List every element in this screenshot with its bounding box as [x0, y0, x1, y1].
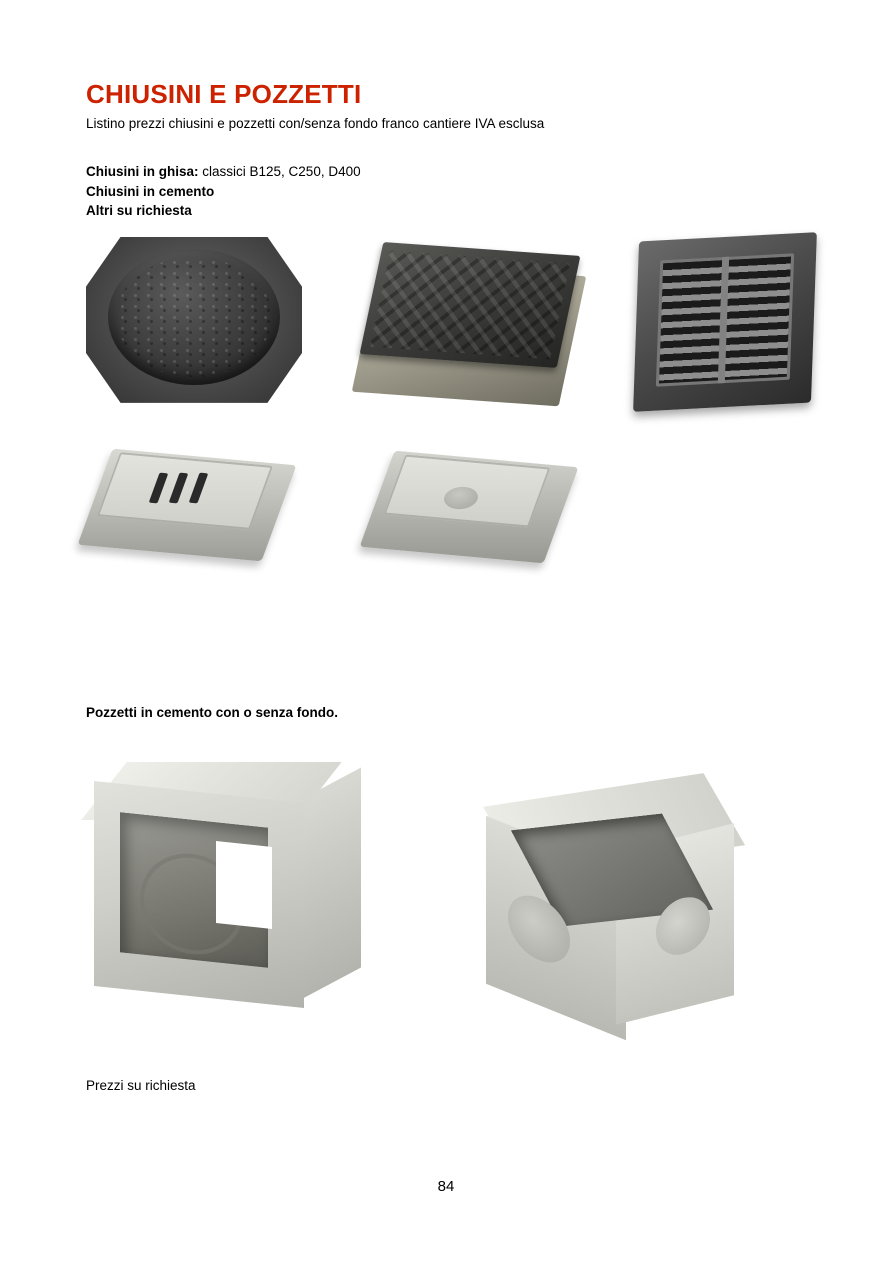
page-title: CHIUSINI E POZZETTI [86, 79, 362, 109]
page-subtitle: Listino prezzi chiusini e pozzetti con/senza fondo franco cantiere IVA esclusa [86, 115, 545, 131]
specification-block [86, 162, 826, 221]
page-content [86, 80, 826, 1093]
product-image-row-3 [86, 750, 826, 1050]
spec-line-1 [86, 162, 826, 182]
product-image-row-2 [86, 439, 826, 589]
concrete-slab-recess [97, 452, 273, 530]
concrete-inspection-chamber-right-image [486, 786, 766, 1036]
spec-line-3-bold: Altri su richiesta [86, 203, 192, 219]
spec-line-1-bold: Chiusini in ghisa: [86, 164, 199, 180]
spec-line-1-normal: classici B125, C250, D400 [198, 164, 361, 180]
square-cast-iron-manhole-cover-image [364, 243, 580, 413]
price-note: Prezzi su richiesta [86, 1077, 196, 1093]
concrete-plain-cover-image [374, 453, 584, 573]
spec-line-2-bold: Chiusini in cemento [86, 183, 215, 199]
square-manhole-pattern [369, 250, 571, 359]
spec-line-3 [86, 201, 826, 221]
chamber-left-opening [216, 841, 272, 929]
cast-iron-drainage-grate-image [636, 237, 826, 412]
spec-line-2 [86, 182, 826, 202]
round-cast-iron-manhole-cover-image [86, 237, 302, 407]
page-number: 84 [437, 1178, 455, 1195]
concrete-inspection-chamber-left-image [94, 762, 374, 1022]
manhole-tread-pattern [116, 257, 272, 377]
product-image-row-1 [86, 237, 826, 427]
concrete-slotted-cover-image [92, 449, 302, 569]
section-heading-pozzetti: Pozzetti in cemento con o senza fondo. [86, 704, 339, 720]
